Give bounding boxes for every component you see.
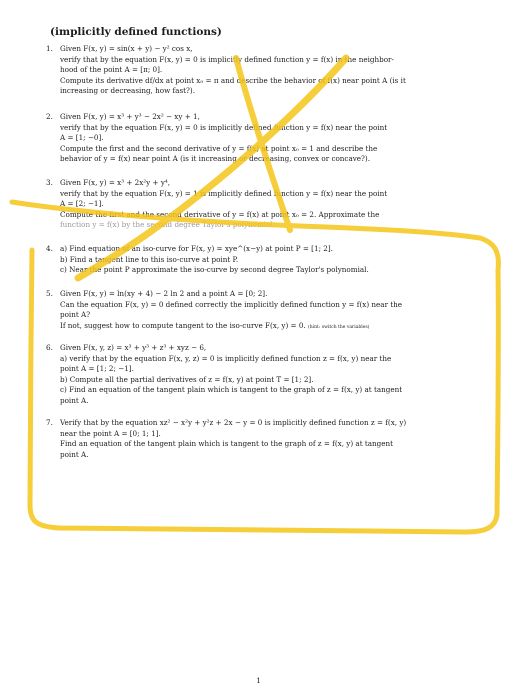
problem-line: A = [2; −1]. [60, 199, 104, 209]
problem-line: point A = [1; 2; −1]. [60, 364, 134, 374]
problem-line: a) Find equation of an iso-curve for F(x, y) = xye^(x−y) at point P = [1; 2]. [60, 244, 333, 253]
problem-number: 3. [46, 178, 53, 187]
problem-line: Can the equation F(x, y) = 0 defined correctly the implicitly defined function y = f(x) near the [60, 299, 403, 309]
problem-line: Given F(x, y) = x³ + 2x²y + y⁴, [60, 178, 171, 187]
problem-line: Given F(x, y) = x³ + y³ − 2x² − xy + 1, [60, 112, 200, 121]
problem-line: point A? [60, 310, 91, 320]
problem-line: a) verify that by the equation F(x, y, z) = 0 is implicitly defined function z = f(x, y) near the [60, 353, 392, 363]
problem-line: Compute the first and the second derivative of y = f(x) at point x₀ = 2. Approximate the [60, 209, 380, 219]
section-heading: (implicitly defined functions) [50, 26, 222, 38]
problem-number: 1. [46, 44, 53, 53]
problem-number: 4. [46, 244, 53, 253]
problem-line: hood of the point A = [π; 0]. [60, 65, 163, 75]
problem-line: c) Near the point P approximate the iso-curve by second degree Taylor's polynomial. [60, 265, 369, 275]
problem-line: point A. [60, 449, 89, 459]
problem-line: behavior of y = f(x) near point A (is it increasing or decreasing, convex or concave?). [60, 154, 370, 164]
problem-5 [46, 289, 470, 333]
problem-line: Compute the first and the second derivative of y = f(x) at point x₀ = 1 and describe the [60, 143, 378, 153]
problem-line: verify that by the equation F(x, y) = 0 is implicitly defined function y = f(x) near the point [60, 122, 388, 132]
problem-line: increasing or decreasing, how fast?). [60, 86, 195, 96]
problem-line: A = [1; −0]. [60, 133, 104, 143]
problem-line-text: If not, suggest how to compute tangent to the iso-curve F(x, y) = 0. [60, 320, 306, 330]
problem-1 [46, 44, 470, 97]
problem-line: point A. [60, 395, 89, 405]
problem-3 [46, 178, 470, 231]
problem-line: Given F(x, y) = ln(xy + 4) − 2 ln 2 and a point A = [0; 2]. [60, 289, 268, 298]
problem-number: 5. [46, 289, 53, 298]
problem-line: c) Find an equation of the tangent plain which is tangent to the graph of z = f(x, y) at tangent [60, 385, 403, 395]
problem-line: b) Compute all the partial derivatives of z = f(x, y) at point T = [1; 2]. [60, 374, 314, 384]
problem-line: Given F(x, y) = sin(x + y) − y² cos x, [60, 44, 193, 53]
problem-line: verify that by the equation F(x, y) = 0 is implicitly defined function y = f(x) in the neighbor- [60, 54, 394, 64]
problem-line: function y = f(x) by the second degree Taylor's polynomial. [60, 220, 275, 230]
problem-number: 2. [46, 112, 53, 121]
problem-number: 6. [46, 343, 53, 352]
problem-line: Find an equation of the tangent plain which is tangent to the graph of z = f(x, y) at tangent [60, 439, 394, 449]
problem-line: Verify that by the equation xz² − x²y + y²z + 2x − y = 0 is implicitly defined function z = f(x, y) [60, 418, 407, 427]
problem-line: near the point A = [0; 1; 1]. [60, 428, 161, 438]
page-number: 1 [256, 676, 261, 685]
hint-note: (hint: switch the variables) [308, 324, 370, 330]
problem-7 [46, 418, 470, 460]
problem-line: Compute its derivative df/dx at point x₀ = π and describe the behavior of f(x) near point A (is it [60, 75, 406, 85]
problem-4 [46, 244, 470, 276]
problem-line: verify that by the equation F(x, y) = 1 is implicitly defined function y = f(x) near the point [60, 188, 388, 198]
problem-line [60, 321, 470, 334]
problem-2 [46, 112, 470, 165]
problem-line: Given F(x, y, z) = x³ + y³ + z³ + xyz − 6, [60, 343, 207, 352]
problem-number: 7. [46, 418, 53, 427]
problem-6 [46, 343, 470, 407]
problem-line: b) Find a tangent line to this iso-curve at point P. [60, 254, 239, 264]
